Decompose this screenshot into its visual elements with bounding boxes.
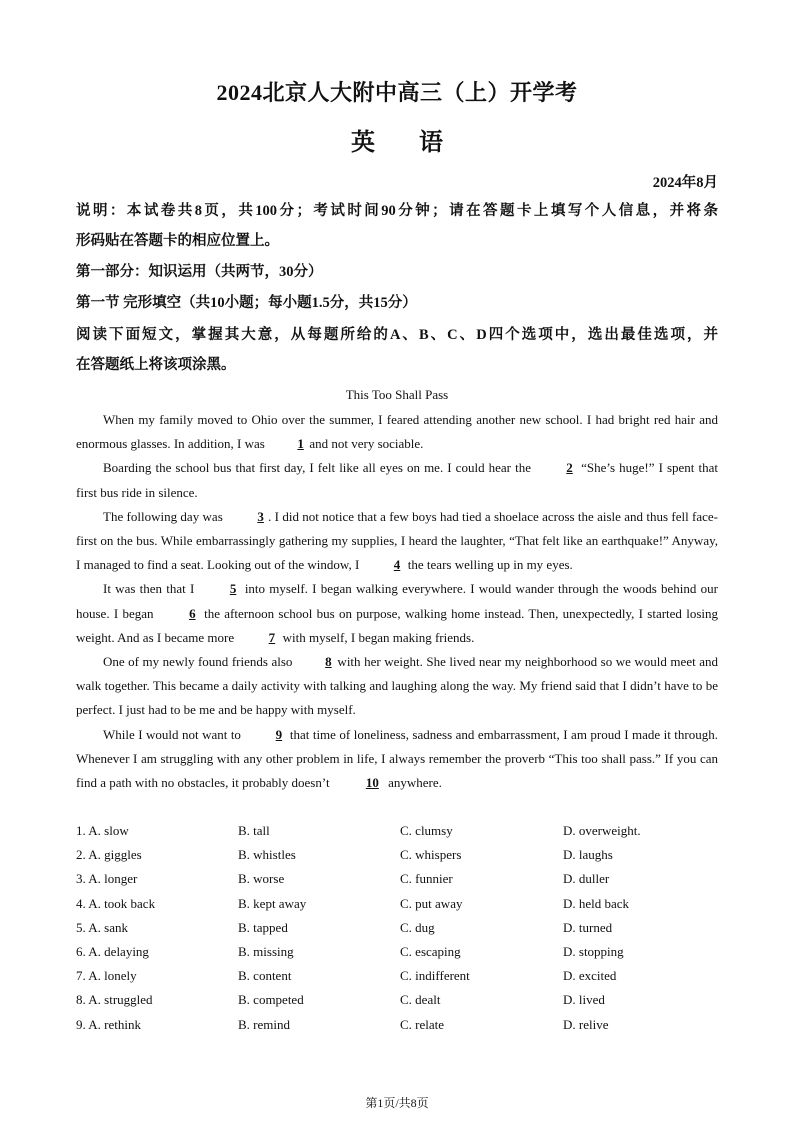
option-b: B. whistles — [238, 847, 296, 863]
subject-char-2: 语 — [419, 130, 443, 156]
question-row — [76, 988, 718, 1012]
paragraph-2: Boarding the school bus that first day, I felt like all eyes on me. I could hear the 2 “She’s huge!” I spent that first bus ride in silence. — [76, 456, 718, 504]
option-d: D. laughs — [563, 847, 613, 863]
option-c: C. dug — [400, 919, 435, 935]
option-b: B. kept away — [238, 895, 307, 911]
paragraph-3: The following day was 3 . I did not notice that a few boys had tied a shoelace across the aisle and thus fell face-first on the bus. While embarrassingly gathering my supplies, I heard the laughter, “That felt like an earthquake!” Anyway, I managed to find a seat. Looking out of the window, I 4 the tears welling up in my eyes. — [76, 505, 718, 578]
option-b: B. tapped — [238, 919, 288, 935]
option-a: 1. A. slow — [76, 823, 129, 838]
option-d: D. excited — [563, 968, 617, 984]
question-row — [76, 1013, 718, 1037]
blank-3: 3 — [257, 508, 264, 524]
blank-6: 6 — [189, 605, 196, 621]
option-d: D. lived — [563, 992, 605, 1008]
instructions-line-2: 形码贴在答题卡的相应位置上。 — [76, 233, 279, 249]
directions-line-2: 在答题纸上将该项涂黑。 — [76, 357, 236, 373]
option-a: 7. A. lonely — [76, 968, 137, 984]
part-heading: 第一部分：知识运用（共两节，30分） — [76, 264, 323, 280]
answer-options — [76, 819, 718, 1037]
option-c: C. funnier — [400, 871, 453, 887]
option-b: B. content — [238, 968, 292, 984]
subject-char-1: 英 — [351, 130, 375, 156]
blank-5: 5 — [229, 581, 237, 597]
question-row — [76, 819, 718, 843]
question-row — [76, 843, 718, 867]
question-row — [76, 892, 718, 916]
option-d: D. duller — [563, 871, 610, 887]
option-c: C. clumsy — [400, 823, 453, 838]
blank-4: 4 — [393, 557, 401, 573]
blank-1: 1 — [297, 436, 304, 452]
passage-body — [76, 408, 718, 795]
option-a: 5. A. sank — [76, 919, 128, 935]
paragraph-1: When my family moved to Ohio over the summer, I feared attending another new school. I had bright red hair and enormous glasses. In addition, I was 1 and not very sociable. — [76, 408, 718, 456]
option-a: 8. A. struggled — [76, 992, 153, 1008]
option-b: B. competed — [238, 992, 304, 1008]
question-row — [76, 964, 718, 988]
option-a: 6. A. delaying — [76, 943, 149, 959]
section-heading: 第一节 完形填空（共10小题；每小题1.5分，共15分） — [76, 295, 417, 311]
option-c: C. escaping — [400, 943, 461, 959]
exam-date: 2024年8月 — [652, 175, 718, 191]
option-a: 2. A. giggles — [76, 847, 142, 863]
option-c: C. indifferent — [400, 968, 470, 984]
blank-8: 8 — [325, 654, 332, 670]
option-d: D. turned — [563, 919, 613, 935]
blank-9: 9 — [275, 726, 283, 742]
option-d: D. held back — [563, 895, 630, 911]
option-a: 9. A. rethink — [76, 1016, 141, 1032]
blank-10: 10 — [365, 775, 379, 791]
option-c: C. put away — [400, 895, 463, 911]
option-d: D. relive — [563, 1016, 609, 1032]
option-c: C. relate — [400, 1016, 445, 1032]
option-d: D. stopping — [563, 943, 624, 959]
option-a: 4. A. took back — [76, 895, 156, 911]
directions-line-1: 阅读下面短文，掌握其大意，从每题所给的A、B、C、D四个选项中，选出最佳选项，并 — [76, 327, 718, 343]
paragraph-6: While I would not want to 9 that time of loneliness, sadness and embarrassment, I am proud I made it through. Whenever I am struggling with any other problem in life, I always remember the proverb “This too shall pass.” If you can find a path with no obstacles, it probably doesn’t 10 anywhere. — [76, 723, 718, 796]
option-c: C. whispers — [400, 847, 462, 863]
instructions-line-1: 说明：本试卷共8页，共100分；考试时间90分钟；请在答题卡上填写个人信息，并将条 — [76, 203, 718, 219]
exam-title: 2024北京人大附中高三（上）开学考 — [216, 80, 578, 105]
option-b: B. worse — [238, 871, 285, 887]
question-row — [76, 867, 718, 891]
blank-7: 7 — [268, 629, 276, 645]
page-number: 第1页/共8页 — [365, 1096, 429, 1110]
option-d: D. overweight. — [563, 823, 641, 838]
paragraph-5: One of my newly found friends also 8 with her weight. She lived near my neighborhood so we would meet and walk together. This became a daily activity with talking and laughing along the way. My friend said that I didn’t have to be perfect. I just had to be me and be happy with myself. — [76, 650, 718, 723]
option-b: B. remind — [238, 1016, 290, 1032]
paragraph-4: It was then that I 5 into myself. I began walking everywhere. I would wander through the woods behind our house. I began 6 the afternoon school bus on purpose, walking home instead. Then, unexpectedly, I started losing weight. And as I became more 7 with myself, I began making friends. — [76, 577, 718, 650]
question-row — [76, 916, 718, 940]
subject-heading — [0, 122, 794, 157]
blank-2: 2 — [566, 460, 573, 476]
passage-title: This Too Shall Pass — [345, 387, 449, 402]
option-a: 3. A. longer — [76, 871, 138, 887]
option-b: B. missing — [238, 943, 294, 959]
option-b: B. tall — [238, 823, 270, 838]
option-c: C. dealt — [400, 992, 441, 1008]
question-row — [76, 940, 718, 964]
